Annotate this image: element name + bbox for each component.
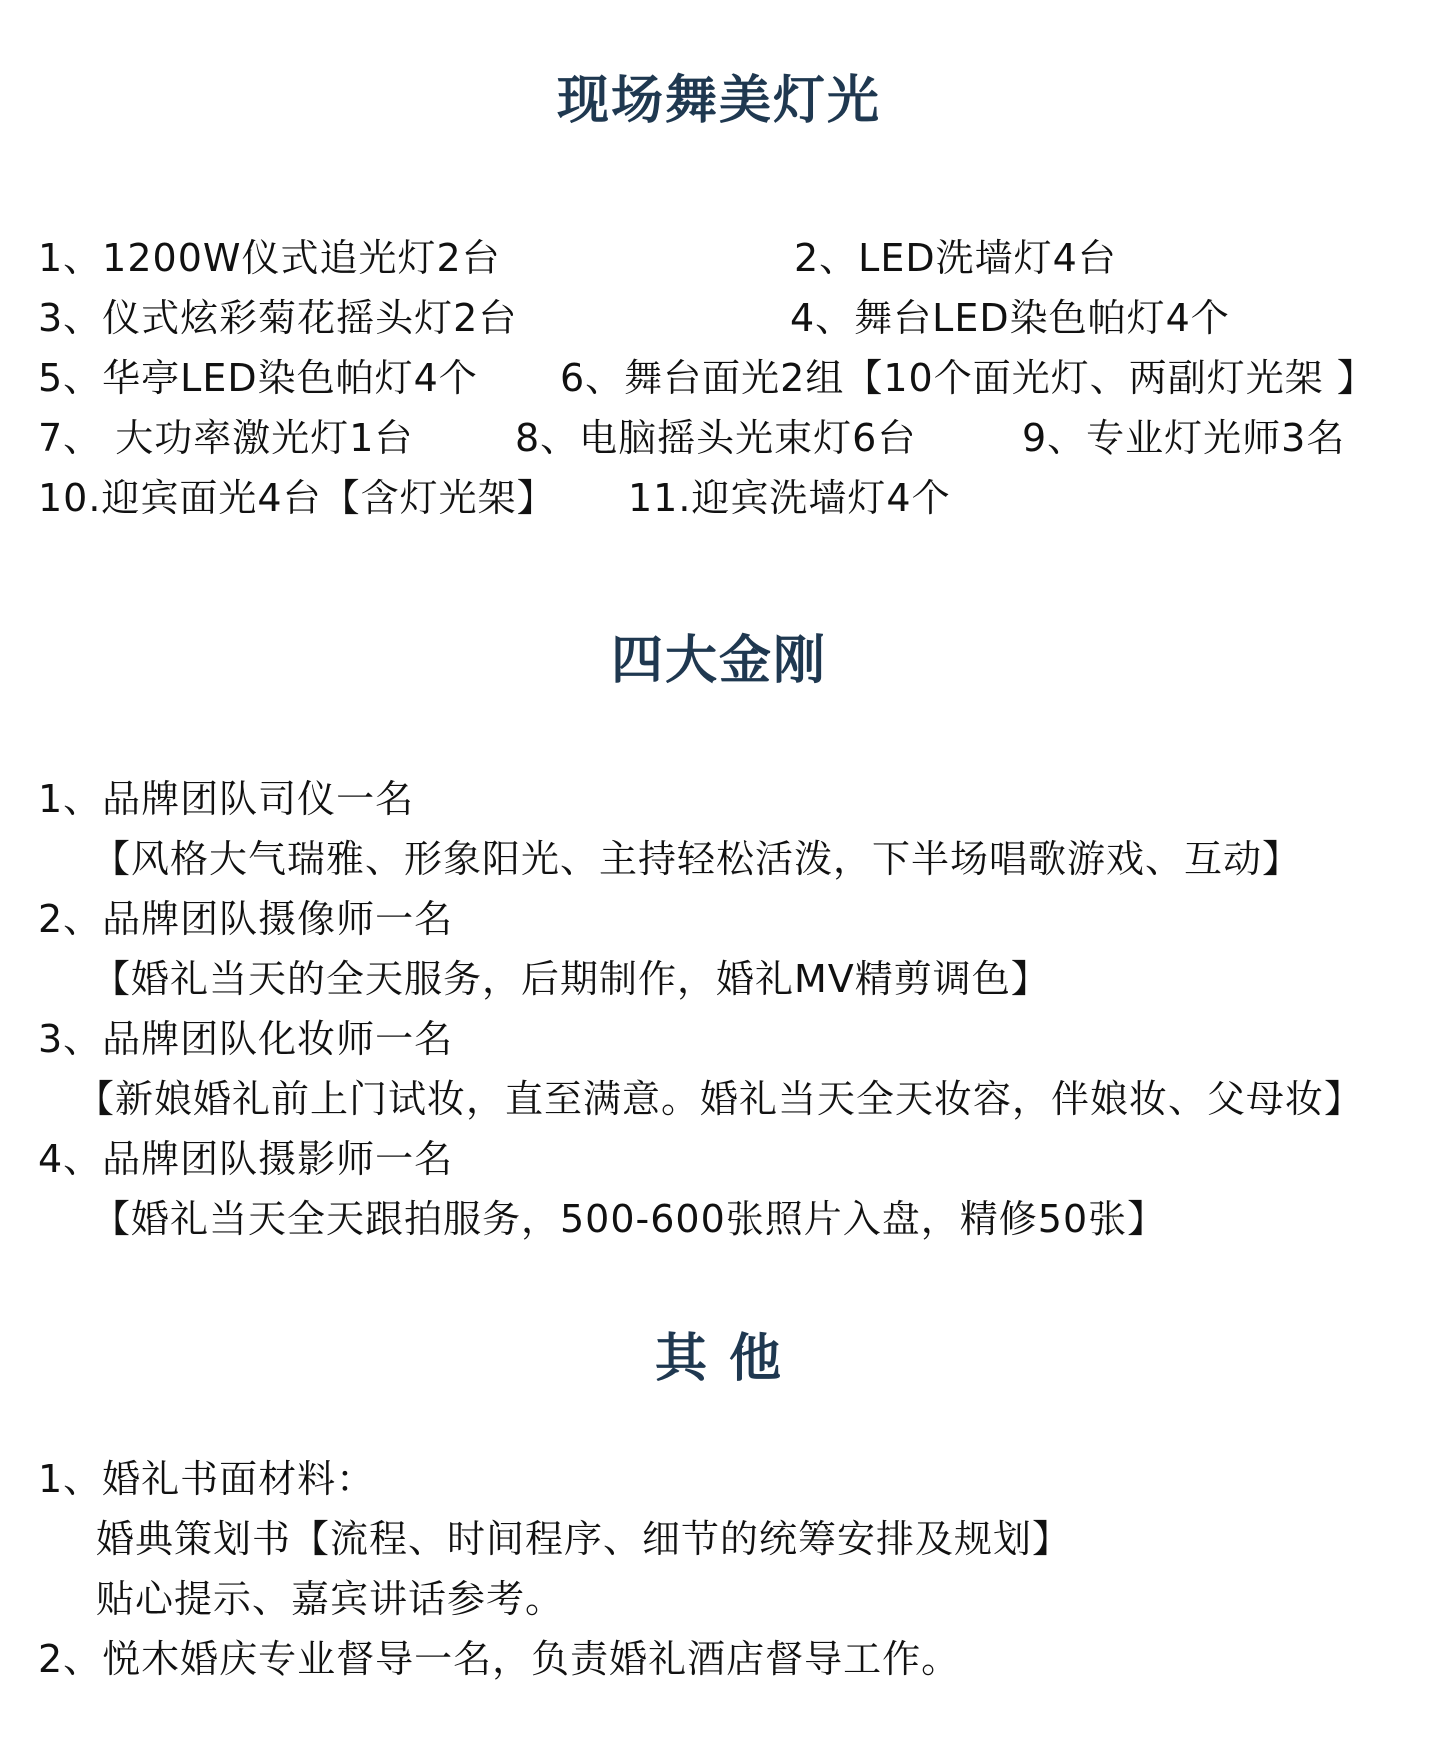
lighting-item: 10.迎宾面光4台【含灯光架】 xyxy=(38,476,556,520)
lighting-item: 4、舞台LED染色帕灯4个 xyxy=(790,296,1230,340)
lighting-item: 11.迎宾洗墙灯4个 xyxy=(628,476,951,520)
staff-item: 1、品牌团队司仪一名 xyxy=(38,777,415,821)
section-title-four-key-staff: 四大金刚 xyxy=(610,631,827,691)
lighting-item: 9、专业灯光师3名 xyxy=(1022,416,1346,460)
section-title-lighting: 现场舞美灯光 xyxy=(556,71,881,131)
others-item: 1、婚礼书面材料： xyxy=(38,1457,376,1501)
staff-item: 4、品牌团队摄影师一名 xyxy=(38,1137,454,1181)
staff-item: 2、品牌团队摄像师一名 xyxy=(38,897,454,941)
staff-item-detail: 【新娘婚礼前上门试妆，直至满意。婚礼当天全天妆容，伴娘妆、父母妆】 xyxy=(76,1077,1364,1121)
staff-item: 3、品牌团队化妆师一名 xyxy=(38,1017,454,1061)
lighting-item: 6、舞台面光2组【10个面光灯、两副灯光架 】 xyxy=(560,356,1376,400)
lighting-item: 1、1200W仪式追光灯2台 xyxy=(38,236,501,280)
lighting-item: 5、华亭LED染色帕灯4个 xyxy=(38,356,478,400)
others-item-detail: 贴心提示、嘉宾讲话参考。 xyxy=(96,1577,565,1621)
section-title-others: 其 他 xyxy=(654,1329,784,1389)
staff-item-detail: 【婚礼当天的全天服务，后期制作，婚礼MV精剪调色】 xyxy=(92,957,1050,1001)
others-item-detail: 婚典策划书【流程、时间程序、细节的统筹安排及规划】 xyxy=(96,1517,1072,1561)
lighting-item: 2、LED洗墙灯4台 xyxy=(794,236,1117,280)
staff-item-detail: 【婚礼当天全天跟拍服务，500-600张照片入盘，精修50张】 xyxy=(92,1197,1167,1241)
staff-item-detail: 【风格大气瑞雅、形象阳光、主持轻松活泼，下半场唱歌游戏、互动】 xyxy=(92,837,1302,881)
lighting-item: 7、 大功率激光灯1台 xyxy=(38,416,414,460)
others-item: 2、悦木婚庆专业督导一名，负责婚礼酒店督导工作。 xyxy=(38,1637,961,1681)
lighting-item: 8、电脑摇头光束灯6台 xyxy=(515,416,917,460)
lighting-item: 3、仪式炫彩菊花摇头灯2台 xyxy=(38,296,518,340)
